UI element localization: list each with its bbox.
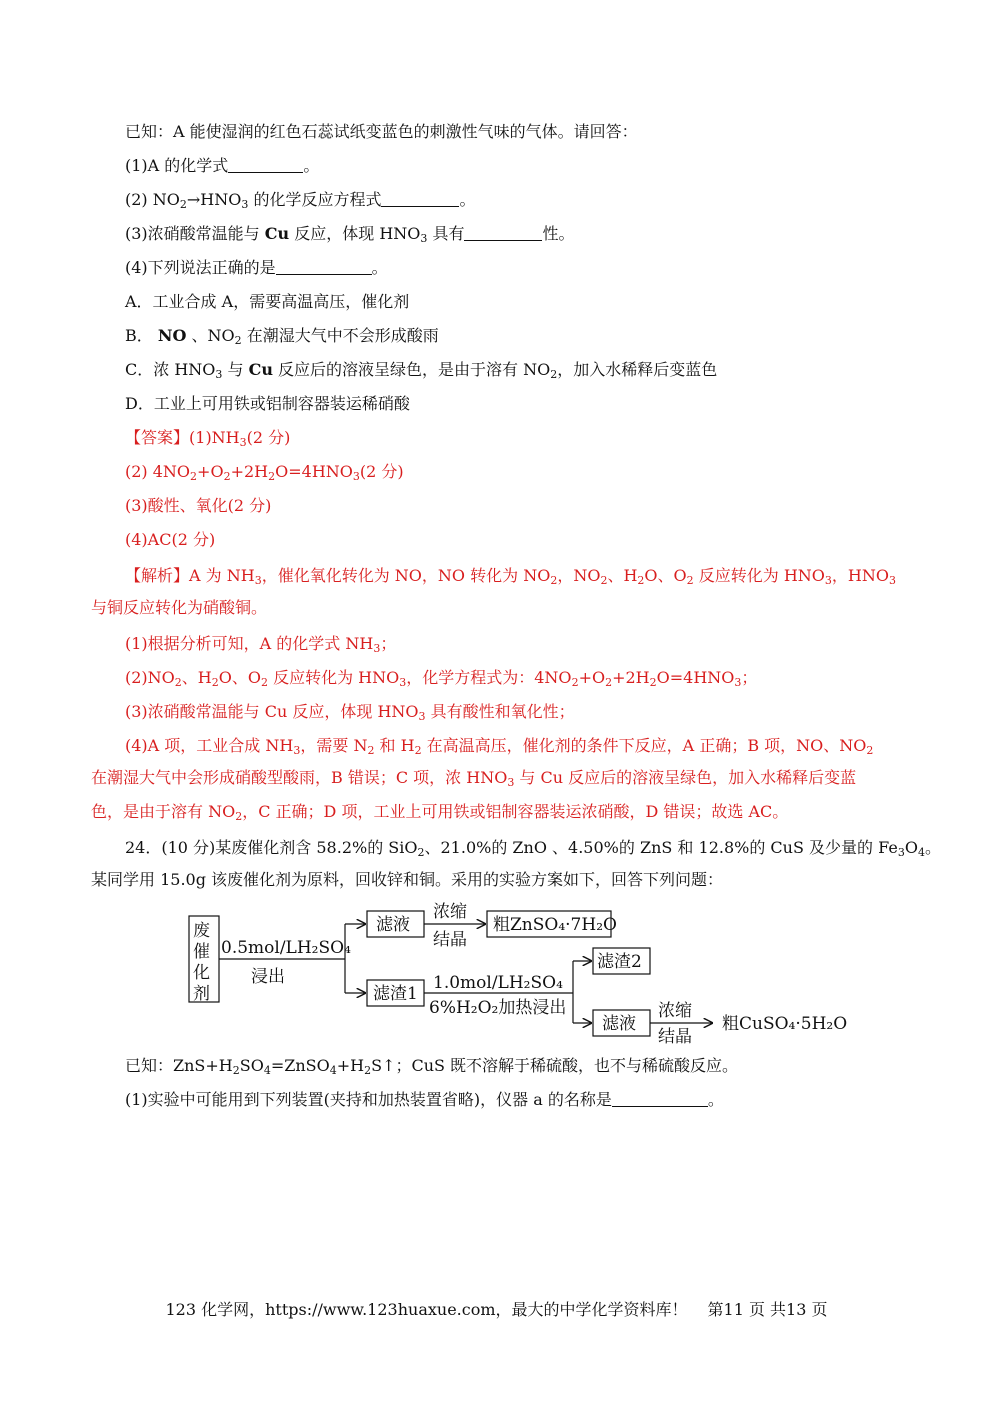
- flow-filtrate-1: 滤液: [376, 915, 410, 935]
- explanation-4-line-3: 色，是由于溶有 $NO_2$，C 正确；D 项，工业上可用铁或铝制容器装运浓硝酸，D 错误；故选 AC。: [91, 802, 789, 823]
- page-footer: [0, 1297, 993, 1320]
- answer-label: 【答案】: [125, 428, 190, 447]
- flow-start-char: 废: [193, 921, 210, 941]
- option-d: D．工业上可用铁或铝制容器装运稀硝酸: [125, 394, 410, 413]
- flow-acid-2: 1.0mol/LH₂SO₄: [433, 973, 563, 993]
- explanation-4-line-2: 在潮湿大气中会形成硝酸型酸雨，B 错误；C 项，浓 $HNO_3$ 与 Cu 反应后的溶液呈绿色，加入水稀释后变蓝: [91, 768, 857, 789]
- explanation-label: 【解析】: [125, 566, 190, 585]
- answer-3: (3)酸性、氧化(2 分): [125, 496, 272, 515]
- answer-2: (2) $4NO_2+O_2+2H_2O=4HNO_3(2$ 分): [125, 462, 404, 483]
- flow-residue-2: 滤渣2: [597, 952, 642, 972]
- answer-blank[interactable]: [612, 1091, 708, 1107]
- question-4: (4)下列说法正确的是 。: [125, 258, 388, 277]
- question-24-stem-line-2: 某同学用 15.0g 该废催化剂为原料，回收锌和铜。采用的实验方案如下，回答下列问题：: [91, 870, 724, 889]
- explanation-4: (4)A 项，工业合成 $NH_3$，需要 $N_2$ 和 $H_2$ 在高温高压，催化剂的条件下反应，A 正确；B 项，NO、$NO_2$: [125, 736, 874, 757]
- page-number: 第11 页 共13 页: [707, 1300, 828, 1319]
- flow-concentrate-1: 浓缩: [433, 902, 467, 922]
- flow-residue-1: 滤渣1: [373, 984, 418, 1004]
- flow-filtrate-2: 滤液: [602, 1014, 636, 1034]
- intro-text: 已知：A 能使湿润的红色石蕊试纸变蓝色的刺激性气味的气体。请回答：: [125, 122, 638, 141]
- question-24-1: (1)实验中可能用到下列装置(夹持和加热装置省略)，仪器 a 的名称是 。: [125, 1090, 724, 1109]
- flow-start-char: 化: [193, 963, 210, 983]
- answer-4: (4)AC(2 分): [125, 530, 216, 549]
- flow-start-char: 催: [193, 942, 210, 962]
- answer-blank[interactable]: [276, 259, 372, 275]
- flow-leach-1: 浸出: [251, 967, 285, 987]
- answer-blank[interactable]: [381, 191, 459, 207]
- explanation-2: $(2)NO_2$、$H_2O$、$O_2$ 反应转化为 $HNO_3$，化学方程式为：$4NO_2+O_2+2H_2O=4HNO_3$；: [125, 668, 758, 689]
- flow-concentrate-2: 浓缩: [658, 1001, 692, 1021]
- explanation-line-1: 【解析】A 为 $NH_3$，催化氧化转化为 NO，NO 转化为 $NO_2$，$NO_2$、$H_2O$、$O_2$ 反应转化为 $HNO_3$，$HNO_3$: [125, 566, 896, 587]
- answer-blank[interactable]: [228, 157, 303, 173]
- flow-product-1: 粗ZnSO₄·7H₂O: [493, 915, 617, 935]
- answer-blank[interactable]: [464, 225, 542, 241]
- flow-acid-1: 0.5mol/LH₂SO₄: [221, 938, 351, 958]
- explanation-1: (1)根据分析可知，A 的化学式 $NH_3$；: [125, 634, 397, 655]
- flow-start-char: 剂: [193, 984, 210, 1004]
- option-c: C．浓 $HNO_3$ 与 Cu 反应后的溶液呈绿色，是由于溶有 $NO_2$，加入水稀释后变蓝色: [125, 360, 718, 381]
- question-2: (2) $NO_2\to HNO_3$ 的化学反应方程式 。: [125, 190, 476, 211]
- flow-product-2: 粗CuSO₄·5H₂O: [722, 1014, 848, 1034]
- explanation-3: (3)浓硝酸常温能与 Cu 反应，体现 $HNO_3$ 具有酸性和氧化性；: [125, 702, 575, 723]
- explanation-line-2: 与铜反应转化为硝酸铜。: [91, 598, 268, 617]
- flow-leach-2: 6%H₂O₂加热浸出: [429, 998, 567, 1018]
- question-1: (1)A 的化学式 。: [125, 156, 320, 175]
- footer-site: 123 化学网，https://www.123huaxue.com，最大的中学化学资料库！: [165, 1300, 688, 1319]
- flow-diagram: [185, 900, 850, 1045]
- flow-crystallize-1: 结晶: [433, 930, 467, 950]
- known-reaction: 已知：$ZnS+H_2SO_4=ZnSO_4+H_2S↑$；CuS 既不溶解于稀硫酸，也不与稀硫酸反应。: [125, 1056, 739, 1077]
- option-a: A．工业合成 A，需要高温高压，催化剂: [125, 292, 410, 311]
- question-3: (3)浓硝酸常温能与 Cu 反应，体现 $HNO_3$ 具有 性。: [125, 224, 575, 245]
- option-b: B． NO 、$NO_2$ 在潮湿大气中不会形成酸雨: [125, 326, 439, 347]
- question-24-stem: 24．(10 分)某废催化剂含 58.2%的 SiO$_2$、21.0%的 ZnO 、4.50%的 ZnS 和 12.8%的 CuS 及少量的 $Fe_3O_4$。: [125, 838, 941, 859]
- answer-1: 【答案】$(1)NH_3(2$ 分): [125, 428, 291, 449]
- flow-crystallize-2: 结晶: [658, 1027, 692, 1045]
